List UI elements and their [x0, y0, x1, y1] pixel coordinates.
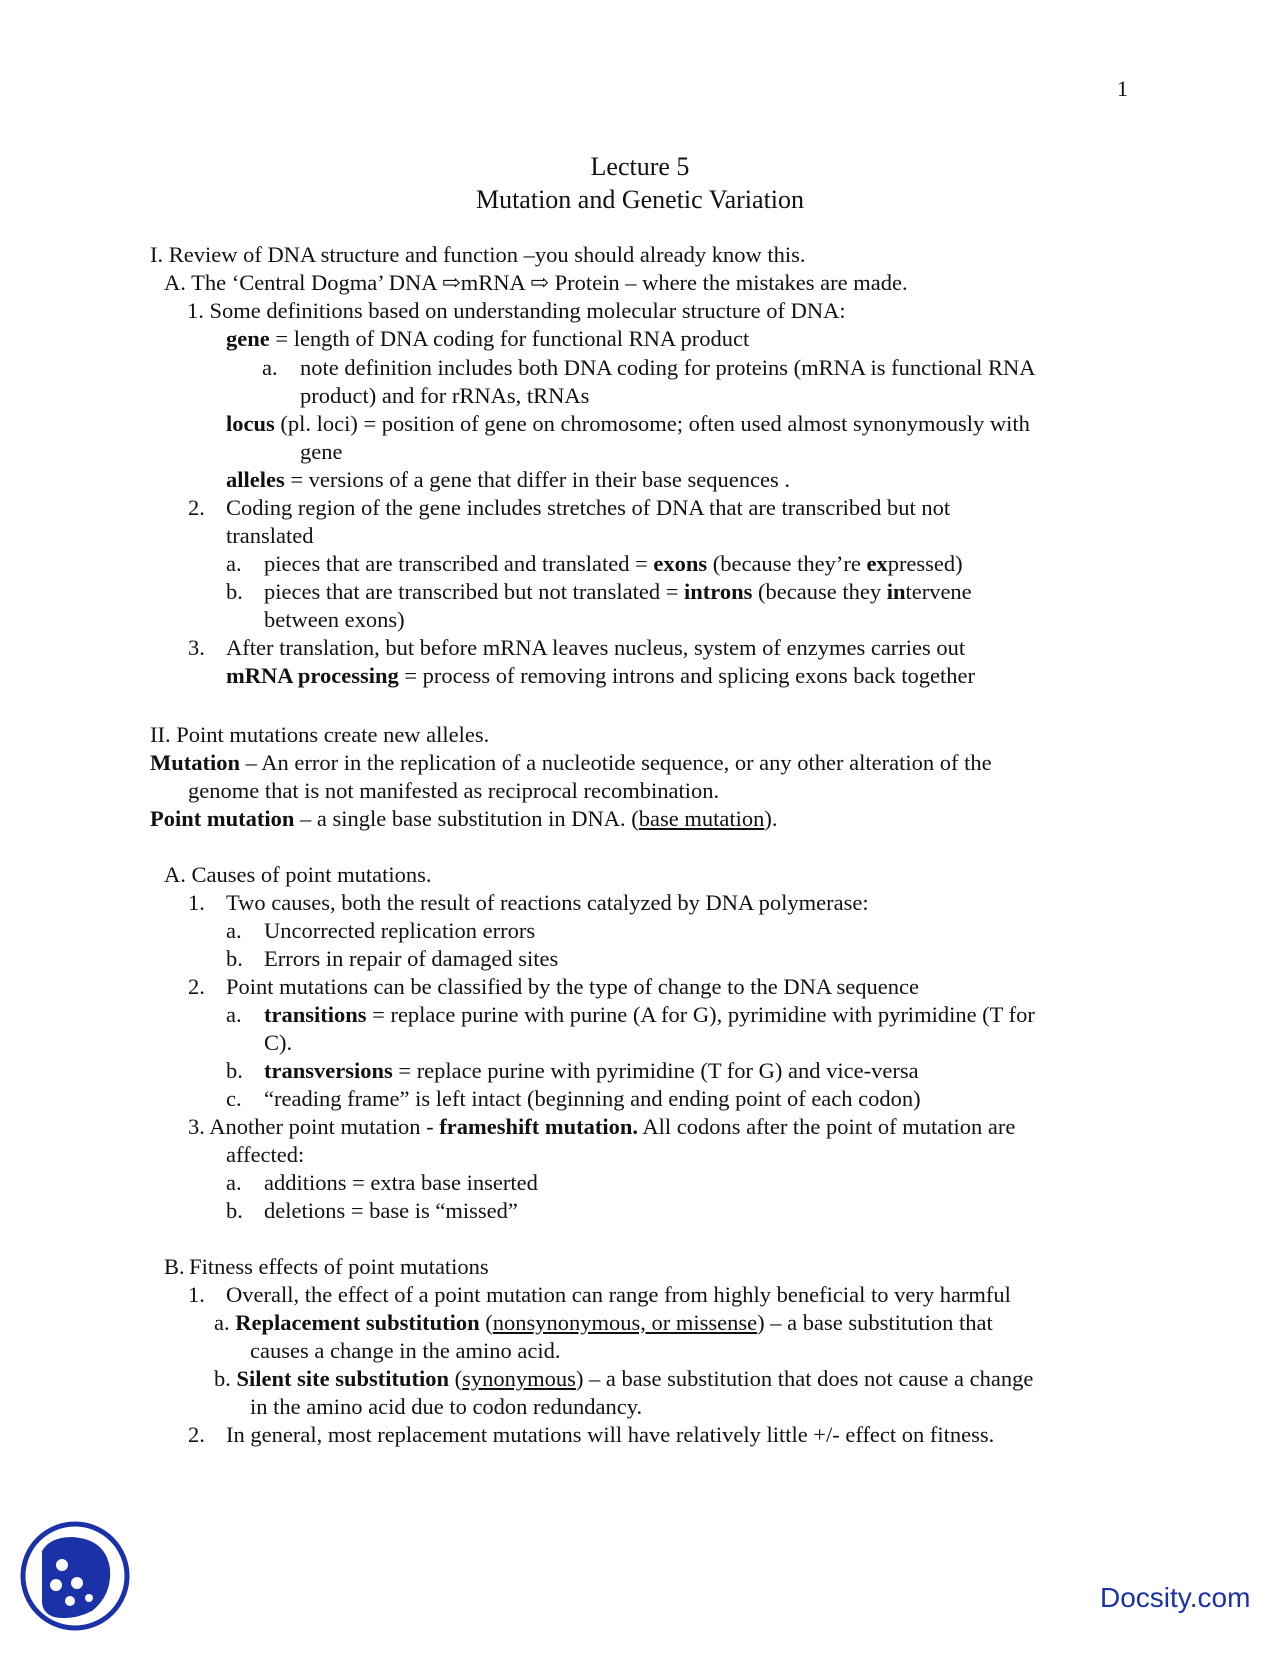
section-2b-item-2: In general, most replacement mutations will have relatively little +/- effect on fitness.	[226, 1422, 995, 1447]
section-2a-item-3-post: All codons after the point of mutation are	[637, 1114, 1016, 1139]
section-2a-item-1a: Uncorrected replication errors	[264, 918, 536, 943]
section-2b-item-1-marker: 1.	[188, 1282, 205, 1307]
section-2a-item-3a: additions = extra base inserted	[264, 1170, 538, 1195]
section-2b-item-1: Overall, the effect of a point mutation can range from highly beneficial to very harmful	[226, 1282, 1011, 1307]
definition-silent-substitution	[214, 1366, 1033, 1392]
section-2b-heading: B. Fitness effects of point mutations	[164, 1254, 489, 1279]
item-2b-marker: b.	[226, 579, 243, 604]
term-mutation: Mutation	[150, 750, 240, 775]
definition-locus	[226, 411, 1030, 437]
definition-transitions-text: = replace purine with purine (A for G), pyrimidine with pyrimidine (T for	[366, 1002, 1035, 1027]
title-line-1: Lecture 5	[590, 152, 690, 181]
item-2a-pre: pieces that are transcribed and translated =	[264, 551, 654, 576]
underlined-base-mutation: base mutation	[638, 806, 765, 831]
docsity-logo-icon[interactable]	[20, 1521, 130, 1631]
section-1a-item-2-line-2: translated	[226, 523, 314, 548]
section-1a-item-2-line-1: Coding region of the gene includes stretches of DNA that are transcribed but not	[226, 495, 951, 520]
page-title	[0, 150, 1280, 216]
section-2a-item-1: Two causes, both the result of reactions catalyzed by DNA polymerase:	[226, 890, 869, 915]
term-frameshift-mutation: frameshift mutation.	[439, 1114, 638, 1139]
definition-alleles-text: = versions of a gene that differ in their base sequences .	[284, 467, 790, 492]
section-2b-item-2-marker: 2.	[188, 1422, 205, 1447]
item-marker-b: b.	[214, 1366, 237, 1391]
definition-mrna-processing-text: = process of removing introns and splicing exons back together	[398, 663, 976, 688]
section-2-heading: II. Point mutations create new alleles.	[150, 722, 490, 747]
paren-open-a: (	[479, 1310, 493, 1335]
paren-open-b: (	[449, 1366, 463, 1391]
definition-point-mutation-text: – a single base substitution in DNA. (	[294, 806, 639, 831]
section-2a-item-3a-marker: a.	[226, 1170, 242, 1195]
definition-replacement-text: ) – a base substitution that	[757, 1310, 993, 1335]
section-2a-item-2: Point mutations can be classified by the type of change to the DNA sequence	[226, 974, 919, 999]
section-2a-item-3-line-2: affected:	[226, 1142, 305, 1167]
term-introns: introns	[684, 579, 753, 604]
definition-transitions-line-2: C).	[264, 1030, 293, 1055]
definition-mrna-processing	[226, 663, 975, 689]
item-2b-mid: (because they	[752, 579, 887, 604]
definition-mutation	[150, 750, 992, 776]
definition-point-mutation	[150, 806, 777, 832]
term-transitions: transitions	[264, 1002, 367, 1027]
definition-point-mutation-end: ).	[764, 806, 778, 831]
note-marker: a.	[262, 355, 278, 380]
section-2a-item-1a-marker: a.	[226, 918, 242, 943]
section-2a-item-2c: “reading frame” is left intact (beginning and ending point of each codon)	[264, 1086, 921, 1111]
term-transversions: transversions	[264, 1058, 393, 1083]
definition-mutation-text: – An error in the replication of a nucleotide sequence, or any other alteration of the	[240, 750, 992, 775]
definition-gene	[226, 326, 749, 352]
definition-transversions	[264, 1058, 919, 1084]
definition-transitions	[264, 1002, 1035, 1028]
item-2a-mid: (because they’re	[707, 551, 867, 576]
emphasis-ex: ex	[866, 551, 888, 576]
item-marker-a: a.	[214, 1310, 236, 1335]
section-2a-item-3	[188, 1114, 1015, 1140]
underlined-synonymous: synonymous	[462, 1366, 576, 1391]
item-2b	[264, 579, 972, 605]
section-1a-item-3-line-1: After translation, but before mRNA leaves nucleus, system of enzymes carries out	[226, 635, 966, 660]
definition-gene-text: = length of DNA coding for functional RNA product	[269, 326, 750, 351]
docsity-brand-link[interactable]: Docsity.com	[1100, 1582, 1251, 1613]
section-2a-item-3-pre: 3. Another point mutation -	[188, 1114, 440, 1139]
item-2a-marker: a.	[226, 551, 242, 576]
section-2a-item-1b-marker: b.	[226, 946, 243, 971]
section-2a-item-2a-marker: a.	[226, 1002, 242, 1027]
definition-alleles	[226, 467, 790, 493]
section-1a-item-3-marker: 3.	[188, 635, 205, 660]
section-2a-item-2c-marker: c.	[226, 1086, 242, 1111]
section-2a-item-1b: Errors in repair of damaged sites	[264, 946, 559, 971]
section-1a: A. The ‘Central Dogma’ DNA ⇨mRNA ⇨ Protein – where the mistakes are made.	[164, 270, 908, 295]
term-locus: locus	[226, 411, 275, 436]
title-line-2: Mutation and Genetic Variation	[475, 185, 805, 214]
section-2a-item-1-marker: 1.	[188, 890, 205, 915]
note-line-2: product) and for rRNAs, tRNAs	[300, 383, 590, 408]
definition-replacement-substitution	[214, 1310, 993, 1336]
note-line-1: note definition includes both DNA coding for proteins (mRNA is functional RNA	[300, 355, 1036, 380]
definition-replacement-line-2: causes a change in the amino acid.	[250, 1338, 561, 1363]
section-1a-item-2-marker: 2.	[188, 495, 205, 520]
term-mrna-processing: mRNA processing	[226, 663, 399, 688]
definition-locus-line-2: gene	[300, 439, 343, 464]
term-replacement-substitution: Replacement substitution	[235, 1310, 480, 1335]
term-alleles: alleles	[226, 467, 285, 492]
section-2a-item-2b-marker: b.	[226, 1058, 243, 1083]
section-2a-item-3b-marker: b.	[226, 1198, 243, 1223]
section-1a-item-1: 1. Some definitions based on understanding molecular structure of DNA:	[187, 298, 846, 323]
definition-silent-text: ) – a base substitution that does not cause a change	[575, 1366, 1034, 1391]
definition-locus-text: (pl. loci) = position of gene on chromosome; often used almost synonymously with	[274, 411, 1030, 436]
definition-silent-line-2: in the amino acid due to codon redundancy.	[250, 1394, 643, 1419]
page-number: 1	[1117, 76, 1128, 101]
item-2a-post: pressed)	[887, 551, 963, 576]
underlined-nonsynonymous: nonsynonymous, or missense	[492, 1310, 758, 1335]
item-2b-pre: pieces that are transcribed but not translated =	[264, 579, 685, 604]
definition-mutation-line-2: genome that is not manifested as reciprocal recombination.	[188, 778, 720, 803]
section-2a-item-3b: deletions = base is “missed”	[264, 1198, 518, 1223]
definition-transversions-text: = replace purine with pyrimidine (T for G) and vice-versa	[392, 1058, 919, 1083]
term-exons: exons	[653, 551, 708, 576]
section-1-heading: I. Review of DNA structure and function –you should already know this.	[150, 242, 806, 267]
term-point-mutation: Point mutation	[150, 806, 295, 831]
term-gene: gene	[226, 326, 270, 351]
item-2b-post: tervene	[905, 579, 972, 604]
section-2a-heading: A. Causes of point mutations.	[164, 862, 432, 887]
item-2a	[264, 551, 963, 577]
section-2a-item-2-marker: 2.	[188, 974, 205, 999]
item-2b-line-2: between exons)	[264, 607, 405, 632]
emphasis-in: in	[886, 579, 906, 604]
term-silent-site-substitution: Silent site substitution	[236, 1366, 450, 1391]
